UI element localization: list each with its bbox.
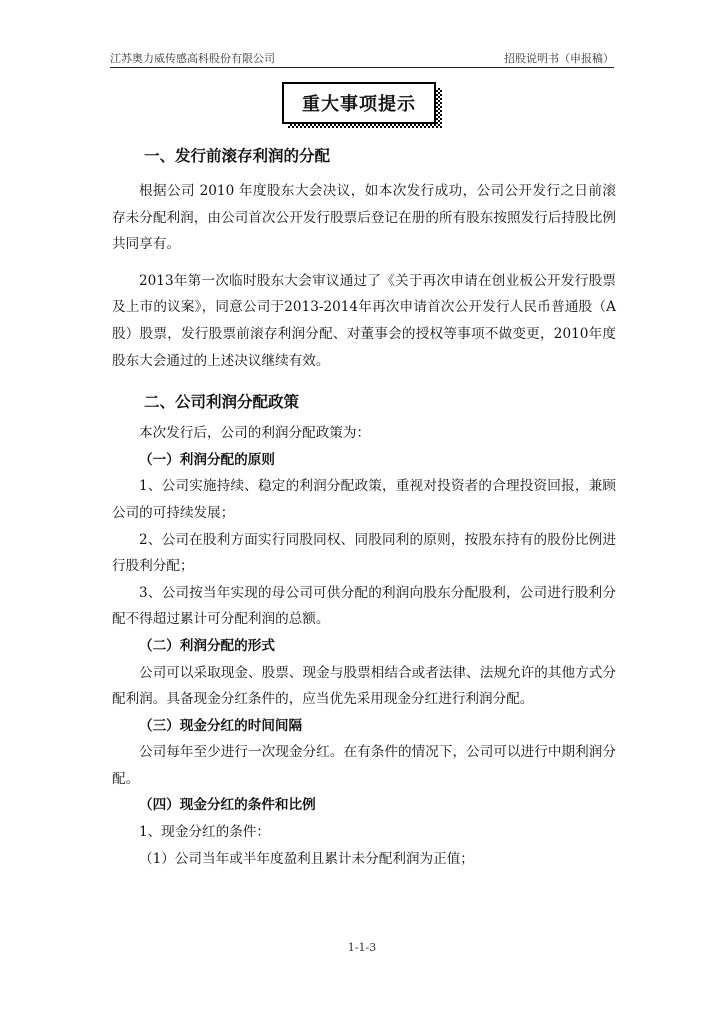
paragraph: 3、公司按当年实现的母公司可供分配的利润向股东分配股利，公司进行股利分配不得超过累计可分配利润的总额。 [112, 584, 616, 628]
section-heading-2: 二、公司利润分配政策 [144, 393, 300, 412]
header-divider [110, 67, 614, 68]
page-title: 重大事项提示 [282, 82, 436, 124]
subsection-heading: （一）利润分配的原则 [139, 451, 275, 468]
subsection-heading: （三）现金分红的时间间隔 [139, 717, 303, 734]
paragraph: 1、现金分红的条件： [139, 824, 270, 841]
subsection-heading: （四）现金分红的条件和比例 [139, 797, 316, 814]
paragraph: 2、公司在股利方面实行同股同权、同股同利的原则，按股东持有的股份比例进行股利分配； [112, 531, 616, 575]
section-heading-1: 一、发行前滚存利润的分配 [144, 147, 331, 165]
paragraph: 公司可以采取现金、股票、现金与股票相结合或者法律、法规允许的其他方式分配利润。具备现金分红条件的，应当优先采用现金分红进行利润分配。 [112, 664, 616, 708]
subsection-heading: （二）利润分配的形式 [139, 637, 275, 654]
paragraph: 1、公司实施持续、稳定的利润分配政策，重视对投资者的合理投资回报，兼顾公司的可持续发展； [112, 478, 616, 521]
document-body [112, 138, 616, 872]
header-company-name: 江苏奥力威传感高科股份有限公司 [110, 52, 275, 65]
paragraph: 根据公司 2010 年度股东大会决议，如本次发行成功，公司公开发行之日前滚存未分配利润，由公司首次公开发行股票后登记在册的所有股东按照发行后持股比例共同享有。 [112, 183, 616, 253]
paragraph: 公司每年至少进行一次现金分红。在有条件的情况下，公司可以进行中期利润分配。 [112, 744, 616, 787]
paragraph: 本次发行后，公司的利润分配政策为： [139, 425, 371, 442]
page-header [110, 50, 614, 68]
header-document-type: 招股说明书（申报稿） [504, 52, 614, 65]
page-number: 1-1-3 [347, 941, 377, 954]
paragraph: （1）公司当年或半年度盈利且累计未分配利润为正值； [139, 850, 474, 867]
paragraph: 2013年第一次临时股东大会审议通过了《关于再次申请在创业板公开发行股票及上市的议案》，同意公司于2013-2014年再次申请首次公开发行人民币普通股（A股）股票，发行股票前滚存利润分配、对董事会的授权等事项不做变更，2010年度股东大会通过的上述决议继续有效。 [112, 272, 616, 369]
title-banner [282, 82, 442, 128]
